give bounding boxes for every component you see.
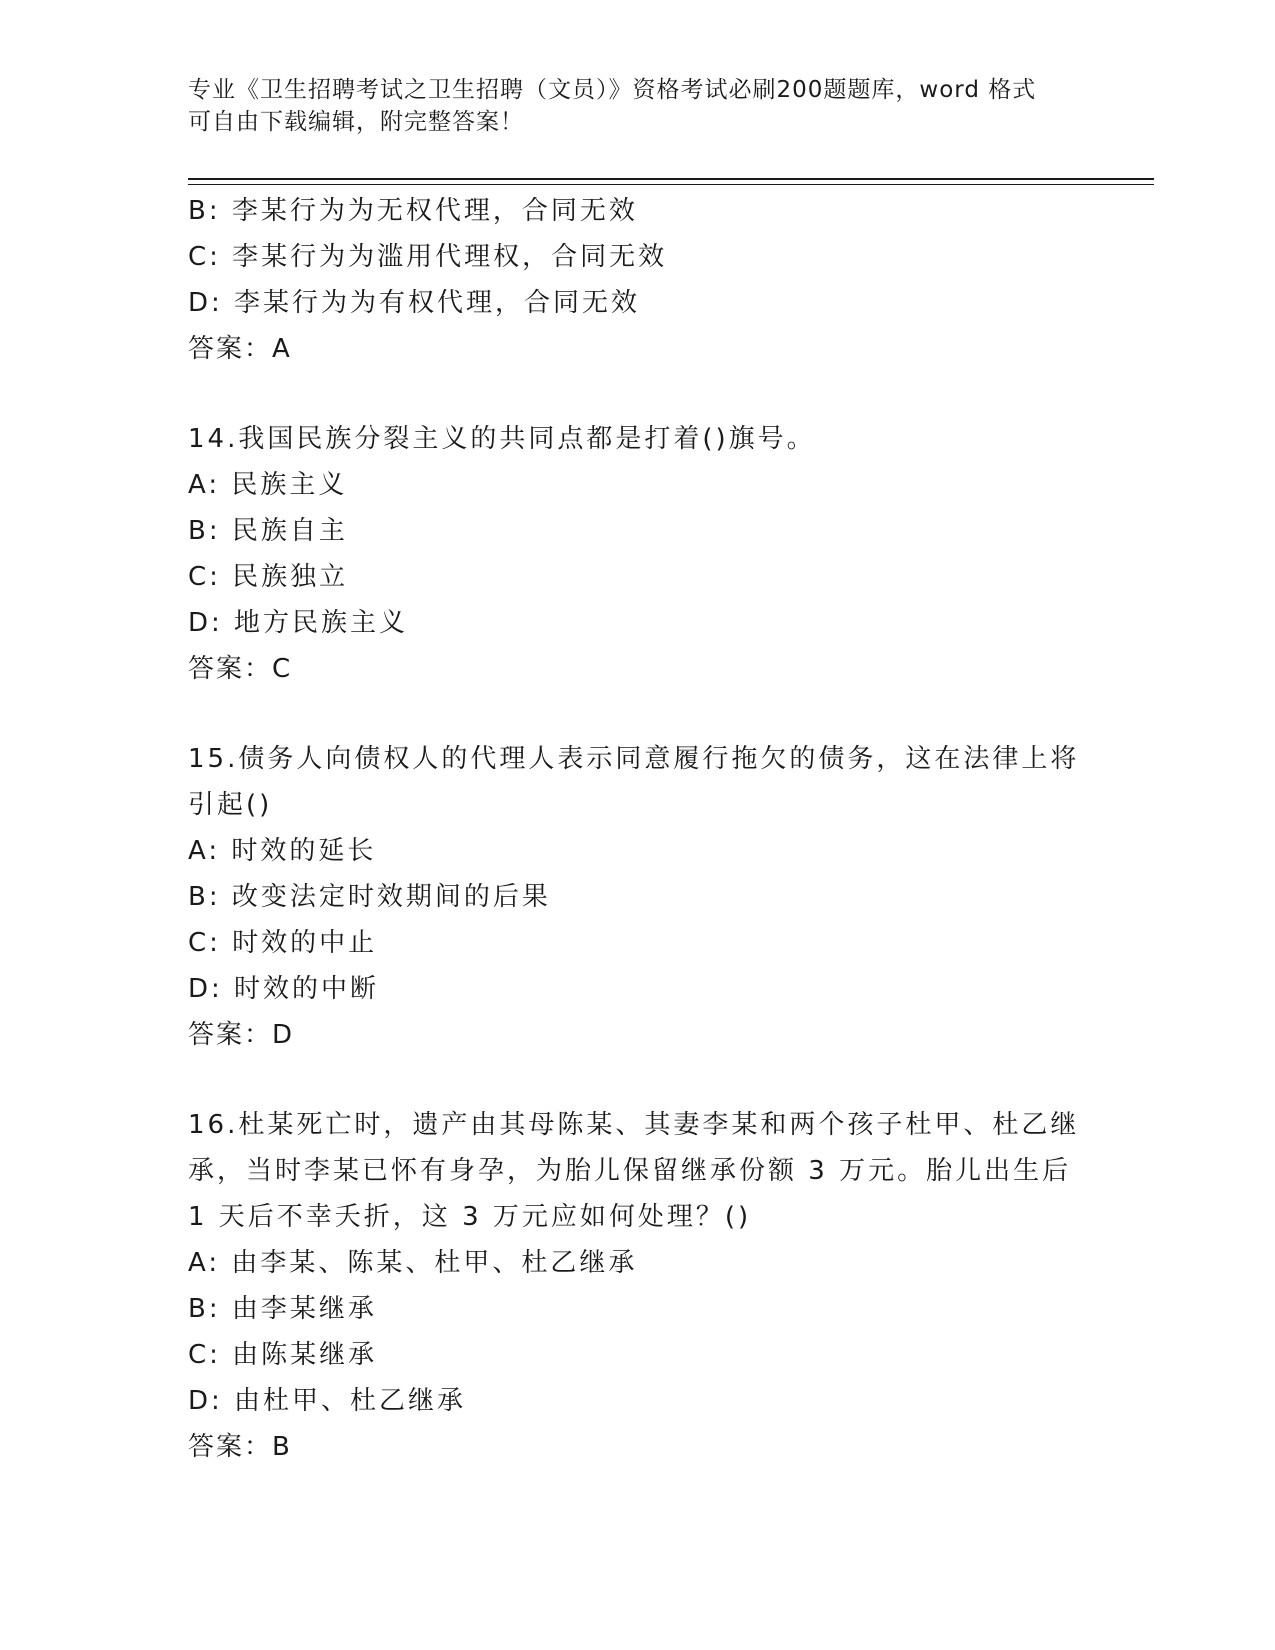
header-title-line-2: 可自由下载编辑，附完整答案！ [188,109,524,135]
spacer [188,372,1088,416]
option-d: D: 地方民族主义 [188,608,409,638]
question-text-line-3: 1 天后不幸夭折，这 3 万元应如何处理？() [188,1202,752,1232]
option-d: D: 时效的中断 [188,974,380,1004]
option-c: C: 由陈某继承 [188,1340,378,1370]
header-divider-thin [188,184,1154,185]
question-text: 14.我国民族分裂主义的共同点都是打着()旗号。 [188,424,816,454]
document-header [188,74,1088,138]
spacer [188,1058,1088,1102]
question-16 [188,1102,1088,1470]
option-a: A: 民族主义 [188,470,348,500]
option-b: B: 改变法定时效期间的后果 [188,882,551,912]
option-c: C: 李某行为为滥用代理权，合同无效 [188,242,668,272]
question-13-tail [188,188,1088,372]
option-a: A: 时效的延长 [188,836,377,866]
question-text-line-1: 16.杜某死亡时，遗产由其母陈某、其妻李某和两个孩子杜甲、杜乙继 [188,1110,1080,1140]
question-list [188,188,1088,1470]
option-b: B: 李某行为为无权代理，合同无效 [188,196,638,226]
option-d: D: 由杜甲、杜乙继承 [188,1386,467,1416]
option-b: B: 由李某继承 [188,1294,377,1324]
answer-label: 答案：A [188,334,292,364]
header-title-line-1: 专业《卫生招聘考试之卫生招聘（文员）》资格考试必刷200题题库，word 格式 [188,77,1037,103]
spacer [188,692,1088,736]
question-15 [188,736,1088,1058]
header-divider-thick [188,178,1154,180]
option-d: D: 李某行为为有权代理，合同无效 [188,288,641,318]
answer-label: 答案：B [188,1432,292,1462]
answer-label: 答案：D [188,1020,295,1050]
question-text-line-1: 15.债务人向债权人的代理人表示同意履行拖欠的债务，这在法律上将 [188,744,1080,774]
question-text-line-2: 引起() [188,790,273,820]
option-a: A: 由李某、陈某、杜甲、杜乙继承 [188,1248,638,1278]
option-c: C: 民族独立 [188,562,349,592]
answer-label: 答案：C [188,654,293,684]
option-b: B: 民族自主 [188,516,348,546]
question-14 [188,416,1088,692]
option-c: C: 时效的中止 [188,928,378,958]
question-text-line-2: 承，当时李某已怀有身孕，为胎儿保留继承份额 3 万元。胎儿出生后 [188,1156,1072,1186]
